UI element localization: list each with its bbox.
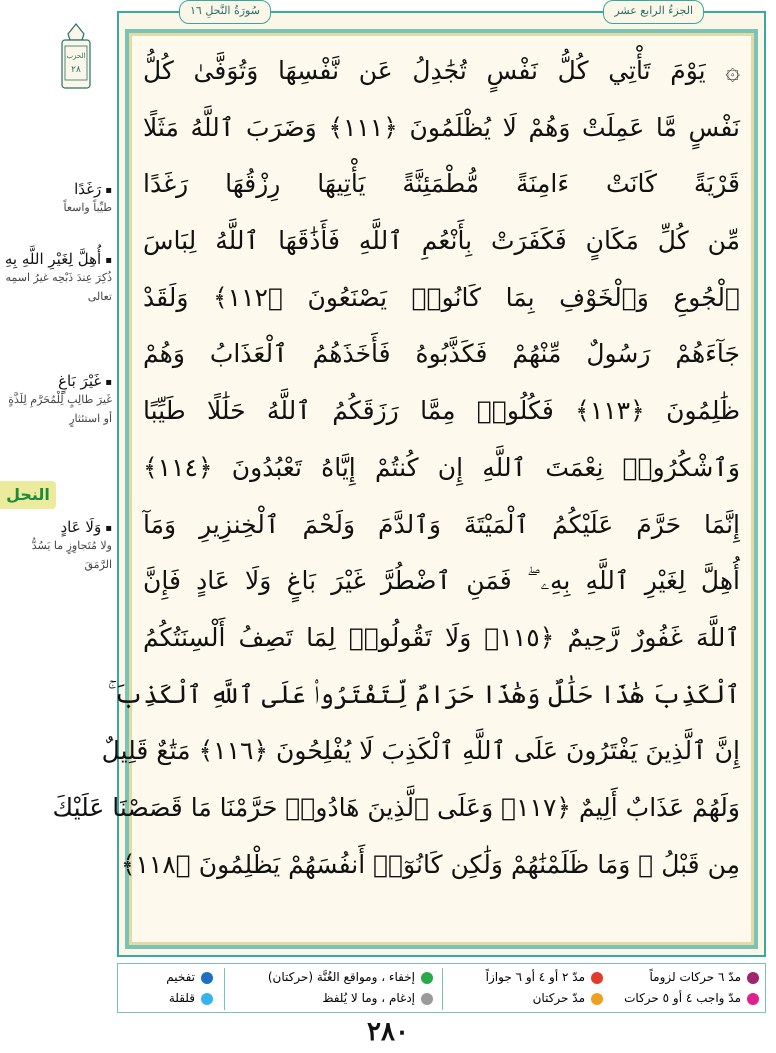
color-dot-icon — [421, 972, 433, 984]
surah-tab: النحل — [0, 481, 56, 509]
surah-header: سُورَةُ النَّحلِ ١٦ — [179, 0, 271, 24]
note-term: ▪ رَغَدًا — [4, 180, 112, 198]
verse-line: إِنَّ ٱلَّذِينَ يَفْتَرُونَ عَلَى ٱللَّهِ ٱلْكَذِبَ لَا يُفْلِحُونَ ﴿١١٦﴾ مَتَٰعٌ قَلِيلٌ — [101, 736, 740, 766]
tajweed-legend — [117, 963, 766, 1013]
verse-line: مِن قَبْلُ ۖ وَمَا ظَلَمْنَٰهُمْ وَلَٰكِن كَانُوٓا۟ أَنفُسَهُمْ يَظْلِمُونَ ﴿١١٨﴾ — [120, 849, 740, 879]
verse-line: نَفْسٍ مَّا عَمِلَتْ وَهُمْ لَا يُظْلَمُونَ ﴿١١١﴾ وَضَرَبَ ٱللَّهُ مَثَلًا — [143, 112, 740, 142]
legend-item: مدّ ٢ أو ٤ أو ٦ جوازاً — [486, 967, 603, 988]
legend-item: تفخيم — [166, 967, 213, 988]
verse-line: قَرْيَةً كَانَتْ ءَامِنَةً مُّطْمَئِنَّةً يَأْتِيهَا رِزْقُهَا رَغَدًا — [143, 169, 740, 199]
note-gloss: ذُكِرَ عِندَ ذَبْحِه غيرُ اسمِه تعالى — [5, 271, 112, 303]
legend-col — [268, 967, 433, 1009]
legend-col — [486, 967, 603, 1009]
legend-item: مدّ واجب ٤ أو ٥ حركات — [624, 988, 759, 1009]
verse-line: أُهِلَّ لِغَيْرِ ٱللَّهِ بِهِۦ ۖ فَمَنِ ٱضْطُرَّ غَيْرَ بَاغٍ وَلَا عَادٍ فَإِنَّ — [143, 566, 740, 596]
color-dot-icon — [201, 972, 213, 984]
legend-divider — [442, 968, 443, 1010]
color-dot-icon — [591, 972, 603, 984]
verse-line: ۞ يَوْمَ تَأْتِي كُلُّ نَفْسٍ تُجَٰدِلُ عَن نَّفْسِهَا وَتُوَفَّىٰ كُلُّ — [143, 56, 740, 85]
margin-note-2 — [4, 250, 112, 306]
verse-line: جَآءَهُمْ رَسُولٌ مِّنْهُمْ فَكَذَّبُوهُ فَأَخَذَهُمُ ٱلْعَذَابُ وَهُمْ — [143, 339, 740, 369]
legend-item: قلقلة — [166, 988, 213, 1009]
verse-line: إِنَّمَا حَرَّمَ عَلَيْكُمُ ٱلْمَيْتَةَ وَٱلدَّمَ وَلَحْمَ ٱلْخِنزِيرِ وَمَآ — [143, 509, 740, 539]
color-dot-icon — [591, 993, 603, 1005]
verse-line: مِّن كُلِّ مَكَانٍ فَكَفَرَتْ بِأَنْعُمِ ٱللَّهِ فَأَذَٰقَهَا ٱللَّهُ لِبَاسَ — [143, 226, 740, 256]
verse-line: ظَٰلِمُونَ ﴿١١٣﴾ فَكُلُوا۟ مِمَّا رَزَقَكُمُ ٱللَّهُ حَلَٰلًا طَيِّبًا — [143, 396, 740, 426]
note-term: ▪ وَلَا عَادٍ — [4, 518, 112, 536]
hizb-badge — [58, 22, 94, 94]
verse-line: وَٱشْكُرُوا۟ نِعْمَتَ ٱللَّهِ إِن كُنتُمْ إِيَّاهُ تَعْبُدُونَ ﴿١١٤﴾ — [143, 452, 740, 482]
legend-item: إخفاء ، ومواقع الغُنَّة (حركتان) — [268, 967, 433, 988]
note-gloss: ولا مُتَجاوِزٍ ما يَسُدُّ الرَّمَقَ — [31, 539, 112, 571]
note-term: ▪ غَيْرَ بَاغٍ — [4, 372, 112, 390]
legend-item: مدّ حركتان — [486, 988, 603, 1009]
verse-line: ٱللَّهَ غَفُورٌ رَّحِيمٌ ﴿١١٥﴾ وَلَا تَقُولُوا۟ لِمَا تَصِفُ أَلْسِنَتُكُمُ — [143, 622, 740, 652]
legend-item: مدّ ٦ حركات لزوماً — [624, 967, 759, 988]
juz-header: الجزءُ الرابع عشر — [603, 0, 704, 24]
page-number: ٢٨٠ — [367, 1017, 409, 1047]
margin-note-3 — [4, 372, 112, 428]
margin-note-4 — [4, 518, 112, 574]
verse-line: وَلَهُمْ عَذَابٌ أَلِيمٌ ﴿١١٧﴾ وَعَلَى ٱلَّذِينَ هَادُوا۟ حَرَّمْنَا مَا قَصَصْنَا عَلَيْكَ — [52, 792, 740, 822]
margin-note-1 — [4, 180, 112, 217]
legend-item: إدغام ، وما لا يُلفظ — [268, 988, 433, 1009]
color-dot-icon — [201, 993, 213, 1005]
legend-col — [166, 967, 213, 1009]
note-gloss: طيِّباً واسعاً — [63, 201, 112, 214]
note-gloss: غَيرَ طالِبٍ لِلْمُحَرَّمِ لِلَذَّةٍ أو استئثارٍ — [8, 393, 112, 425]
legend-col — [624, 967, 759, 1009]
badge-line1: الحزب — [66, 52, 86, 60]
note-term: ▪ أُهِلَّ لِغَيْرِ اللَّهِ بِهِ — [4, 250, 112, 268]
color-dot-icon — [747, 972, 759, 984]
color-dot-icon — [747, 993, 759, 1005]
badge-line2: ٢٨ — [71, 65, 81, 75]
verse-line: ٱلْجُوعِ وَٱلْخَوْفِ بِمَا كَانُوا۟ يَصْنَعُونَ ﴿١١٢﴾ وَلَقَدْ — [143, 282, 740, 312]
legend-divider — [224, 968, 225, 1010]
verse-line: ٱلْكَذِبَ هَٰذَا حَلَٰلٌ وَهَٰذَا حَرَامٌ لِّتَفْتَرُوا۟ عَلَى ٱللَّهِ ٱلْكَذِبَ ۚ — [107, 679, 740, 709]
color-dot-icon — [421, 993, 433, 1005]
